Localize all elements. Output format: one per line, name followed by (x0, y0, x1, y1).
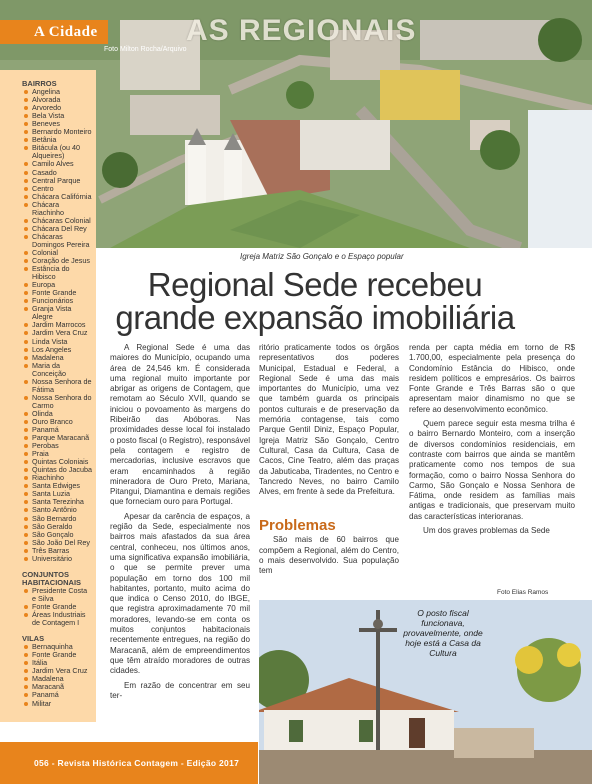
list-item: Chácara Riachinho (24, 201, 92, 217)
list-item: Europa (24, 281, 92, 289)
list-item: Riachinho (24, 474, 92, 482)
list-item: Estância do Hibisco (24, 265, 92, 281)
page-footer: 056 - Revista Histórica Contagem - Edição 2017 (0, 742, 258, 784)
list-item: Madalena (24, 675, 92, 683)
list-item: Chácara Del Rey (24, 225, 92, 233)
list-item: Bernardo Monteiro (24, 128, 92, 136)
list-item: Jardim Vera Cruz (24, 667, 92, 675)
list-item: Jardim Marrocos (24, 321, 92, 329)
list-item: São Gonçalo (24, 531, 92, 539)
list-item: São João Del Rey (24, 539, 92, 547)
photo-credit-bottom: Foto Elias Ramos (497, 589, 549, 596)
list-item: Presidente Costa e Silva (24, 587, 92, 603)
list-item: Fonte Grande (24, 603, 92, 611)
photo-note: O posto fiscal funcionava, provavelmente, onde hoje está a Casa da Cultura (403, 608, 483, 658)
list-item: São Geraldo (24, 523, 92, 531)
list-item: Santa Edwiges (24, 482, 92, 490)
list-item: Chácaras Colonial (24, 217, 92, 225)
list-item: Santa Terezinha (24, 498, 92, 506)
paragraph: Em razão de concentrar em seu ter- (110, 680, 250, 700)
conjuntos-heading: CONJUNTOS HABITACIONAIS (22, 569, 82, 587)
list-item: Bitácula (ou 40 Alqueires) (24, 144, 92, 160)
list-item: Centro (24, 185, 92, 193)
list-item: Maracanã (24, 683, 92, 691)
list-item: Arvoredo (24, 104, 92, 112)
bairros-heading: BAIRROS (22, 79, 57, 88)
list-item: Coração de Jesus (24, 257, 92, 265)
conjuntos-list (24, 587, 92, 627)
list-item: Olinda (24, 410, 92, 418)
list-item: Betânia (24, 136, 92, 144)
list-item: Quintas Coloniais (24, 458, 92, 466)
list-item: Camilo Alves (24, 160, 92, 168)
list-item: Quintas do Jacuba (24, 466, 92, 474)
list-item: Parque Maracanã (24, 434, 92, 442)
list-item: Granja Vista Alegre (24, 305, 92, 321)
list-item: Universitário (24, 555, 92, 563)
article-headline: Regional Sede recebeu grande expansão imobiliária (115, 266, 515, 336)
list-item: Ouro Branco (24, 418, 92, 426)
list-item: Maria da Conceição (24, 362, 92, 378)
vilas-list (24, 643, 92, 707)
bairros-list (24, 88, 92, 563)
list-item: Fonte Grande (24, 289, 92, 297)
list-item: Perobas (24, 442, 92, 450)
list-item: Panamá (24, 691, 92, 699)
list-item: Los Angeles (24, 346, 92, 354)
list-item: Panamá (24, 426, 92, 434)
list-item: Jardim Vera Cruz (24, 329, 92, 337)
list-item: Chácara Califórnia (24, 193, 92, 201)
list-item: Bernaquinha (24, 643, 92, 651)
list-item: Três Barras (24, 547, 92, 555)
list-item: Chácaras Domingos Pereira (24, 233, 92, 249)
paragraph: renda per capta média em torno de R$ 1.700,00, especialmente pela presença do Condomínio Estância do Hibisco, onde residem políticos e empresários. Os bairros Fonte Grande e Três Barras são o que apresentam maior dinamismo no que se refere ao desenvolvimento econômico. (409, 343, 575, 414)
list-item: Fonte Grande (24, 651, 92, 659)
list-item: Nossa Senhora do Carmo (24, 394, 92, 410)
list-item: Colonial (24, 249, 92, 257)
regionais-title: AS REGIONAIS (186, 14, 417, 47)
list-item: Bela Vista (24, 112, 92, 120)
list-item: Madalena (24, 354, 92, 362)
neighborhood-sidebar (0, 70, 96, 722)
list-item: São Bernardo (24, 515, 92, 523)
list-item: Angelina (24, 88, 92, 96)
article-column-2 (259, 343, 399, 598)
photo-caption: Igreja Matriz São Gonçalo e o Espaço popular (240, 252, 404, 261)
list-item: Alvorada (24, 96, 92, 104)
list-item: Nossa Senhora de Fátima (24, 378, 92, 394)
list-item: Casado (24, 169, 92, 177)
paragraph: Apesar da carência de espaços, a região da Sede, especialmente nos bairros mais afastados da sua área central, conheceu, nos últimos anos, uma significativa expansão imobiliária, o que se permite prever uma população em torno dos 100 mil habitantes, portanto, muito acima do que indica o Censo 2010, do IBGE, que registra aproximadamente 70 mil moradores, levando-se em conta os muitos conjuntos habitacionais recentemente entregues, na região do Maracanã, além de empreendimentos que têm atraído moradores de outras cidades. (110, 511, 250, 676)
list-item: Santa Luzia (24, 490, 92, 498)
paragraph: A Regional Sede é uma das maiores do Município, ocupando uma área de 24,546 km. É considerada uma regional muito importante por abrigar as origens de Contagem, que remotam ao Século XVII, quando se iniciou o povoamento às margens do Ribeirão das Abóboras. Nas proximidades desse local foi instalado o posto fiscal (o Registro), responsável pela contagem e registro de mercadorias, inclusive escravos que eram encaminhados à região mineradora de Ouro Preto, Mariana, Pitangui, Diamantina e demais regiões que forneciam ouro para Portugal. (110, 343, 250, 507)
photo-credit-top: Foto Milton Rocha/Arquivo (104, 46, 187, 53)
section-tab: A Cidade (0, 20, 108, 44)
section-subheading: Problemas (259, 517, 336, 534)
vilas-heading: VILAS (22, 634, 45, 644)
list-item: Militar (24, 700, 92, 708)
list-item: Santo Antônio (24, 506, 92, 514)
paragraph: ritório praticamente todos os órgãos representativos dos poderes Municipal, Estadual e Federal, a Regional Sede é uma das mais importantes do Município, uma vez que também guarda os principais pontos culturais e de preservação da memória contagense, tais como Parque Gentil Diniz, Espaço Popular, Igreja Matriz São Gonçalo, Centro Cultural, Casa da Cultura, Casa de Cacos, Cine Teatro, além das praças da Jabuticaba, Tiradentes, no Centro e Tancredo Neves, no bairro Camilo Alves, em frente à sede da Prefeitura. (259, 343, 399, 497)
list-item: Central Parque (24, 177, 92, 185)
article-column-3 (409, 343, 575, 588)
list-item: Praia (24, 450, 92, 458)
paragraph: Quem parece seguir esta mesma trilha é o bairro Bernardo Monteiro, com a inserção de diversos condomínios residenciais, em contraste com bairros que ainda se mantêm praticamente como nos tempos de sua formação, como o bairro Nossa Senhora do Carmo, São Gonçalo e Nossa Senhora de Fátima, onde residem as famílias mais antigas e tradicionais, que preservam muito das características interioranas. (409, 419, 575, 521)
paragraph: Um dos graves problemas da Sede (423, 526, 550, 536)
list-item: Itália (24, 659, 92, 667)
list-item: Linda Vista (24, 338, 92, 346)
list-item: Áreas Industriais de Contagem I (24, 611, 92, 627)
article-column-1 (110, 343, 250, 731)
list-item: Funcionários (24, 297, 92, 305)
list-item: Beneves (24, 120, 92, 128)
paragraph: São mais de 60 bairros que compõem a Regional, além do Centro, o mais desenvolvido. Sua população tem (259, 535, 399, 576)
